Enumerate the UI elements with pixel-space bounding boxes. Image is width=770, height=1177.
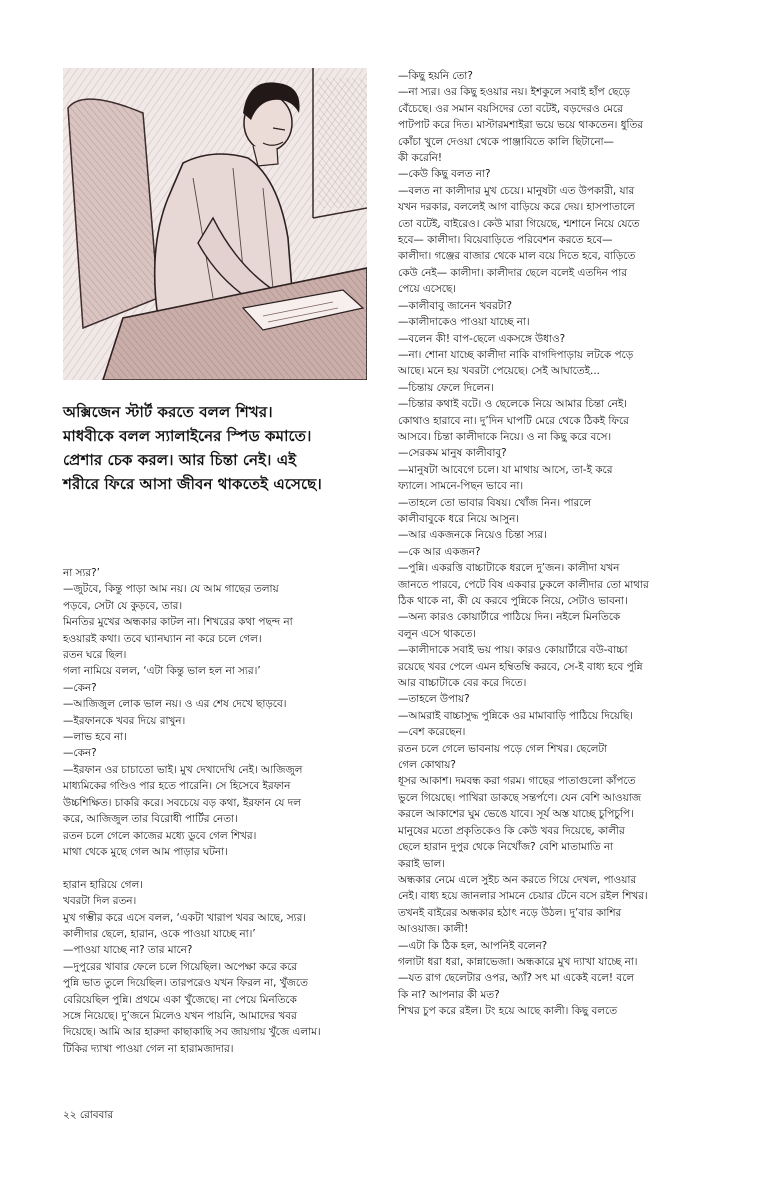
text-line: বলুন এসে থাকতে। [398, 627, 476, 640]
text-line: ধূসর আকাশ। দমবন্ধ করা গরম। গাছের পাতাগুলো কাঁপতে [398, 775, 636, 788]
text-line: —দুপুরের খাবার ফেলে চলে গিয়েছিল। অপেক্ষা করে করে [63, 960, 298, 973]
text-line: না স্যর?’ [63, 567, 100, 579]
text-line: নেই। বাধ্য হয়ে জানলার সামনে চেয়ার টেনে বসে রইল শিখর। [398, 890, 648, 903]
text-line: —ইরফানকে খবর দিয়ে রাখুন। [63, 714, 186, 727]
text-line: —পাওয়া যাচ্ছে না? তার মানে? [63, 944, 193, 957]
text-line: কোঁচা খুলে দেওয়া থেকে পাঞ্জাবিতে কালি ছিটানো— [398, 135, 614, 148]
text-line: কোথাও হারাবে না। দু’দিন ঘাপটি মেরে থেকে ঠিকই ফিরে [398, 414, 629, 427]
text-line: শিখর চুপ করে রইল। টং হয়ে আছে কালী। কিছু বলতে [398, 1005, 618, 1018]
text-line: গলাটা ধরা ধরা, কান্নাভেজা। অন্ধকারে মুখ দ্যাখা যাচ্ছে না। [398, 955, 638, 968]
text-line: —বেশ করেছেন। [398, 726, 466, 739]
text-line: তখনই বাইরের অন্ধকার হঠাৎ নড়ে উঠল। দু’বার কাশির [398, 906, 622, 919]
text-line: করাই ভাল। [398, 857, 445, 870]
text-line: বেরিয়েছিল পুন্নি। প্রথমে একা খুঁজেছে। না পেয়ে মিনতিকে [63, 993, 297, 1006]
text-line: —সেরকম মানুষ কালীবাবু? [398, 447, 507, 460]
text-line: —আমরাই বাচ্চাসুদ্ধ পুন্নিকে ওর মামাবাড়ি পাঠিয়ে দিয়েছি। [398, 709, 633, 722]
text-line: পাটপাট করে দিত। মাস্টারমশাইরা ভয়ে ভয়ে থাকতেন। ধুতির [398, 119, 643, 132]
pull-quote-line: প্রেশার চেক করল। আর চিন্তা নেই। এই [63, 451, 297, 469]
text-line: গলা নামিয়ে বলল, ‘এটা কিন্তু ভাল হল না স্যর।’ [63, 665, 261, 678]
text-line: —না স্যর। ওর কিছু হওয়ার নয়। ইশকুলে সবাই হাঁপ ছেড়ে [398, 86, 630, 99]
text-line: —লাভ হবে না। [63, 731, 127, 744]
text-line: কালীদা। গঞ্জের বাজার থেকে মাল বয়ে দিতে হবে, বাড়িতে [398, 250, 636, 263]
text-line: টিকির দ্যাখা পাওয়া গেল না হারামজাদার। [63, 1042, 234, 1055]
page-folio: ২২ রোববার [63, 1109, 114, 1121]
text-line: —বলত না কালীদার মুখ চেয়ে। মানুষটা এত উপকারী, যার [398, 184, 635, 197]
text-line: —কেন? [63, 747, 97, 760]
text-line [63, 860, 368, 876]
text-line: —কালীদাকেও পাওয়া যাচ্ছে না। [398, 316, 530, 329]
text-line: বেঁচেছে। ওর সমান বয়সিদের তো বটেই, বড়দেরও মেরে [398, 102, 623, 115]
text-line: যখন দরকার, বললেই আগ বাড়িয়ে করে দেয়। হাসপাতালে [398, 201, 635, 214]
man-at-desk-illustration [63, 68, 367, 380]
story-illustration [63, 68, 367, 380]
text-line: —কেউ কিছু বলত না? [398, 168, 491, 181]
text-line: করে, আজিজুল তার বিরোধী পার্টির নেতা। [63, 813, 238, 826]
text-line: —পুন্নি। একরত্তি বাচ্চাটাকে ধরলে দু’জন। কালীদা যখন [398, 562, 620, 575]
pull-quote-line: মাধবীকে বলল স্যালাইনের স্পিড কমাতে। [63, 427, 312, 445]
text-line: রয়েছে খবর পেলে এমন হম্বিতম্বি করবে, সে-ই বাধ্য হবে পুন্নি [398, 660, 643, 673]
text-line: —কে আর একজন? [398, 545, 481, 558]
text-line: পেয়ে এসেছে। [398, 283, 456, 296]
text-line: ভুলে গিয়েছে। পাখিরা ডাকছে সন্তর্পণে। যেন বেশি আওয়াজ [398, 791, 642, 804]
text-line: হবে— কালীদা। বিয়েবাড়িতে পরিবেশন করতে হবে— [398, 234, 613, 247]
text-line: —জুটবে, কিন্তু পাড়া আম নয়। যে আম গাছের তলায় [63, 583, 279, 596]
text-line: —আজিজুল লোক ভাল নয়। ও এর শেষ দেখে ছাড়বে। [63, 698, 287, 711]
text-line: কালীবাবুকে ধরে নিয়ে আসুন। [398, 512, 520, 525]
text-line: মানুষের মতো প্রকৃতিকেও কি কেউ খবর দিয়েছে, কালীর [398, 824, 625, 837]
text-line: পড়বে, সেটা যে কুড়বে, তার। [63, 599, 183, 612]
text-line: —মানুষটা আবেগে চলে। যা মাথায় আসে, তা-ই করে [398, 463, 613, 476]
right-text-column [398, 68, 718, 1020]
pull-quote-line: অক্সিজেন স্টার্ট করতে বলল শিখর। [63, 403, 273, 421]
text-line: পুন্নি ভাত তুলে দিয়েছিল। তারপরেও যখন ফিরল না, খুঁজতে [63, 977, 308, 990]
text-line: —না। শোনা যাচ্ছে কালীদা নাকি বাগদিপাড়ায় লটকে পড়ে [398, 348, 634, 361]
text-line: আওয়াজ। কালী! [398, 923, 469, 936]
text-line: রতন ঘরে ছিল। [63, 649, 127, 662]
text-line: —কালীদাকে সবাই ভয় পায়। কারও কোয়ার্টারে বউ-বাচ্চা [398, 644, 628, 657]
text-line: গেল কোথায়? [398, 759, 456, 772]
text-line: ফ্যালে। সামনে-পিছন ভাবে না। [398, 480, 524, 493]
text-line: রতন চলে গেলে ভাবনায় পড়ে গেল শিখর। ছেলেটা [398, 742, 608, 755]
text-line: —যত রাগ ছেলেটার ওপর, অ্যাঁ? সৎ মা একেই বলে! বলে [398, 972, 635, 985]
text-line: আর বাচ্চাটাকে বের করে দিতে। [398, 677, 527, 690]
text-line: —কালীবাবু জানেন খবরটা? [398, 299, 512, 312]
text-line: —এটা কি ঠিক হল, আপনিই বলেন? [398, 939, 548, 952]
text-line: মাধ্যমিকের গণ্ডিও পার হতে পারেনি। সে হিসেবে ইরফান [63, 780, 291, 793]
text-line: মাথা থেকে মুছে গেল আম পাড়ার ঘটনা। [63, 845, 228, 858]
text-line: কি না? আপনার কী মত? [398, 988, 500, 1001]
text-line: মুখ গম্ভীর করে এসে বলল, ‘একটা খারাপ খবর আছে, স্যর। [63, 911, 307, 924]
text-line: —তাহলে উপায়? [398, 693, 470, 706]
text-line: —চিন্তায় ফেলে দিলেন। [398, 381, 494, 394]
text-line: হারান হারিয়ে গেল। [63, 878, 143, 891]
left-text-column [63, 565, 368, 1057]
text-line: —আর একজনকে নিয়েও চিন্তা স্যর। [398, 529, 547, 542]
pull-quote [63, 400, 373, 496]
text-line: জানতে পারবে, পেটে বিষ একবার ঢুকলে কালীদার তো মাথার [398, 578, 649, 591]
text-line: করলে আকাশের ঘুম ভেঙে যাবে। সূর্য অস্ত যাচ্ছে চুপিচুপি। [398, 808, 634, 821]
text-line: দিয়েছে। আমি আর হারুদা কাছাকাছি সব জায়গায় খুঁজে এলাম। [63, 1026, 321, 1039]
text-line: —ইরফান ওর চাচাতো ভাই। মুখ দেখাদেখি নেই। আজিজুল [63, 763, 303, 776]
text-line: খবরটা দিল রতন। [63, 895, 137, 908]
text-line: রতন চলে গেলে কাজের মধ্যে ডুবে গেল শিখর। [63, 829, 257, 842]
text-line: —বলেন কী! বাপ-ছেলে একসঙ্গে উধাও? [398, 332, 566, 345]
text-line: কী করেনি! [398, 152, 443, 165]
text-line: আছে। মনে হয় খবরটা পেয়েছে। সেই আঘাতেই... [398, 365, 600, 378]
text-line: ঠিক থাকে না, কী যে করবে পুন্নিকে নিয়ে, সেটাও ভাবনা। [398, 595, 628, 607]
text-line: আসবে। চিন্তা কালীদাকে নিয়ে। ও না কিছু করে বসে। [398, 430, 612, 443]
text-line: হওয়ারই কথা। তবে ঘ্যানঘ্যান না করে চলে গেল। [63, 632, 262, 645]
text-line: —কিছু হয়নি তো? [398, 70, 473, 82]
text-line: —তাহলে তো ভাবার বিষয়। খোঁজ নিন। পারলে [398, 496, 592, 509]
text-line: ছেলে হারান দুপুর থেকে নিখোঁজ? বেশি মাতামাতি না [398, 841, 614, 854]
text-line: —অন্য কারও কোয়ার্টারে পাঠিয়ে দিন। নইলে মিনতিকে [398, 611, 621, 624]
text-line: উচ্চশিক্ষিত। চাকরি করে। সবচেয়ে বড় কথা, ইরফান যে দল [63, 796, 301, 809]
text-line: সঙ্গে নিয়েছে। দু’জনে মিলেও যখন পায়নি, আমাদের খবর [63, 1009, 297, 1022]
text-line: অন্ধকার নেমে এলে সুইচ অন করতে গিয়ে দেখল, পাওয়ার [398, 873, 637, 886]
text-line: কালীদার ছেলে, হারান, ওকে পাওয়া যাচ্ছে না।’ [63, 927, 256, 940]
text-line: কেউ নেই— কালীদা। কালীদার ছেলে বলেই এতদিন পার [398, 266, 627, 279]
pull-quote-line: শরীরে ফিরে আসা জীবন থাকতেই এসেছে। [63, 475, 322, 493]
text-line: মিনতির মুখের অন্ধকার কাটল না। শিখরের কথা পছন্দ না [63, 616, 293, 629]
text-line: —কেন? [63, 681, 97, 694]
text-line: —চিন্তার কথাই বটে। ও ছেলেকে নিয়ে আমার চিন্তা নেই। [398, 398, 627, 411]
text-line: তো বটেই, বাইরেও। কেউ মারা গিয়েছে, শ্মশানে নিয়ে যেতে [398, 217, 640, 230]
